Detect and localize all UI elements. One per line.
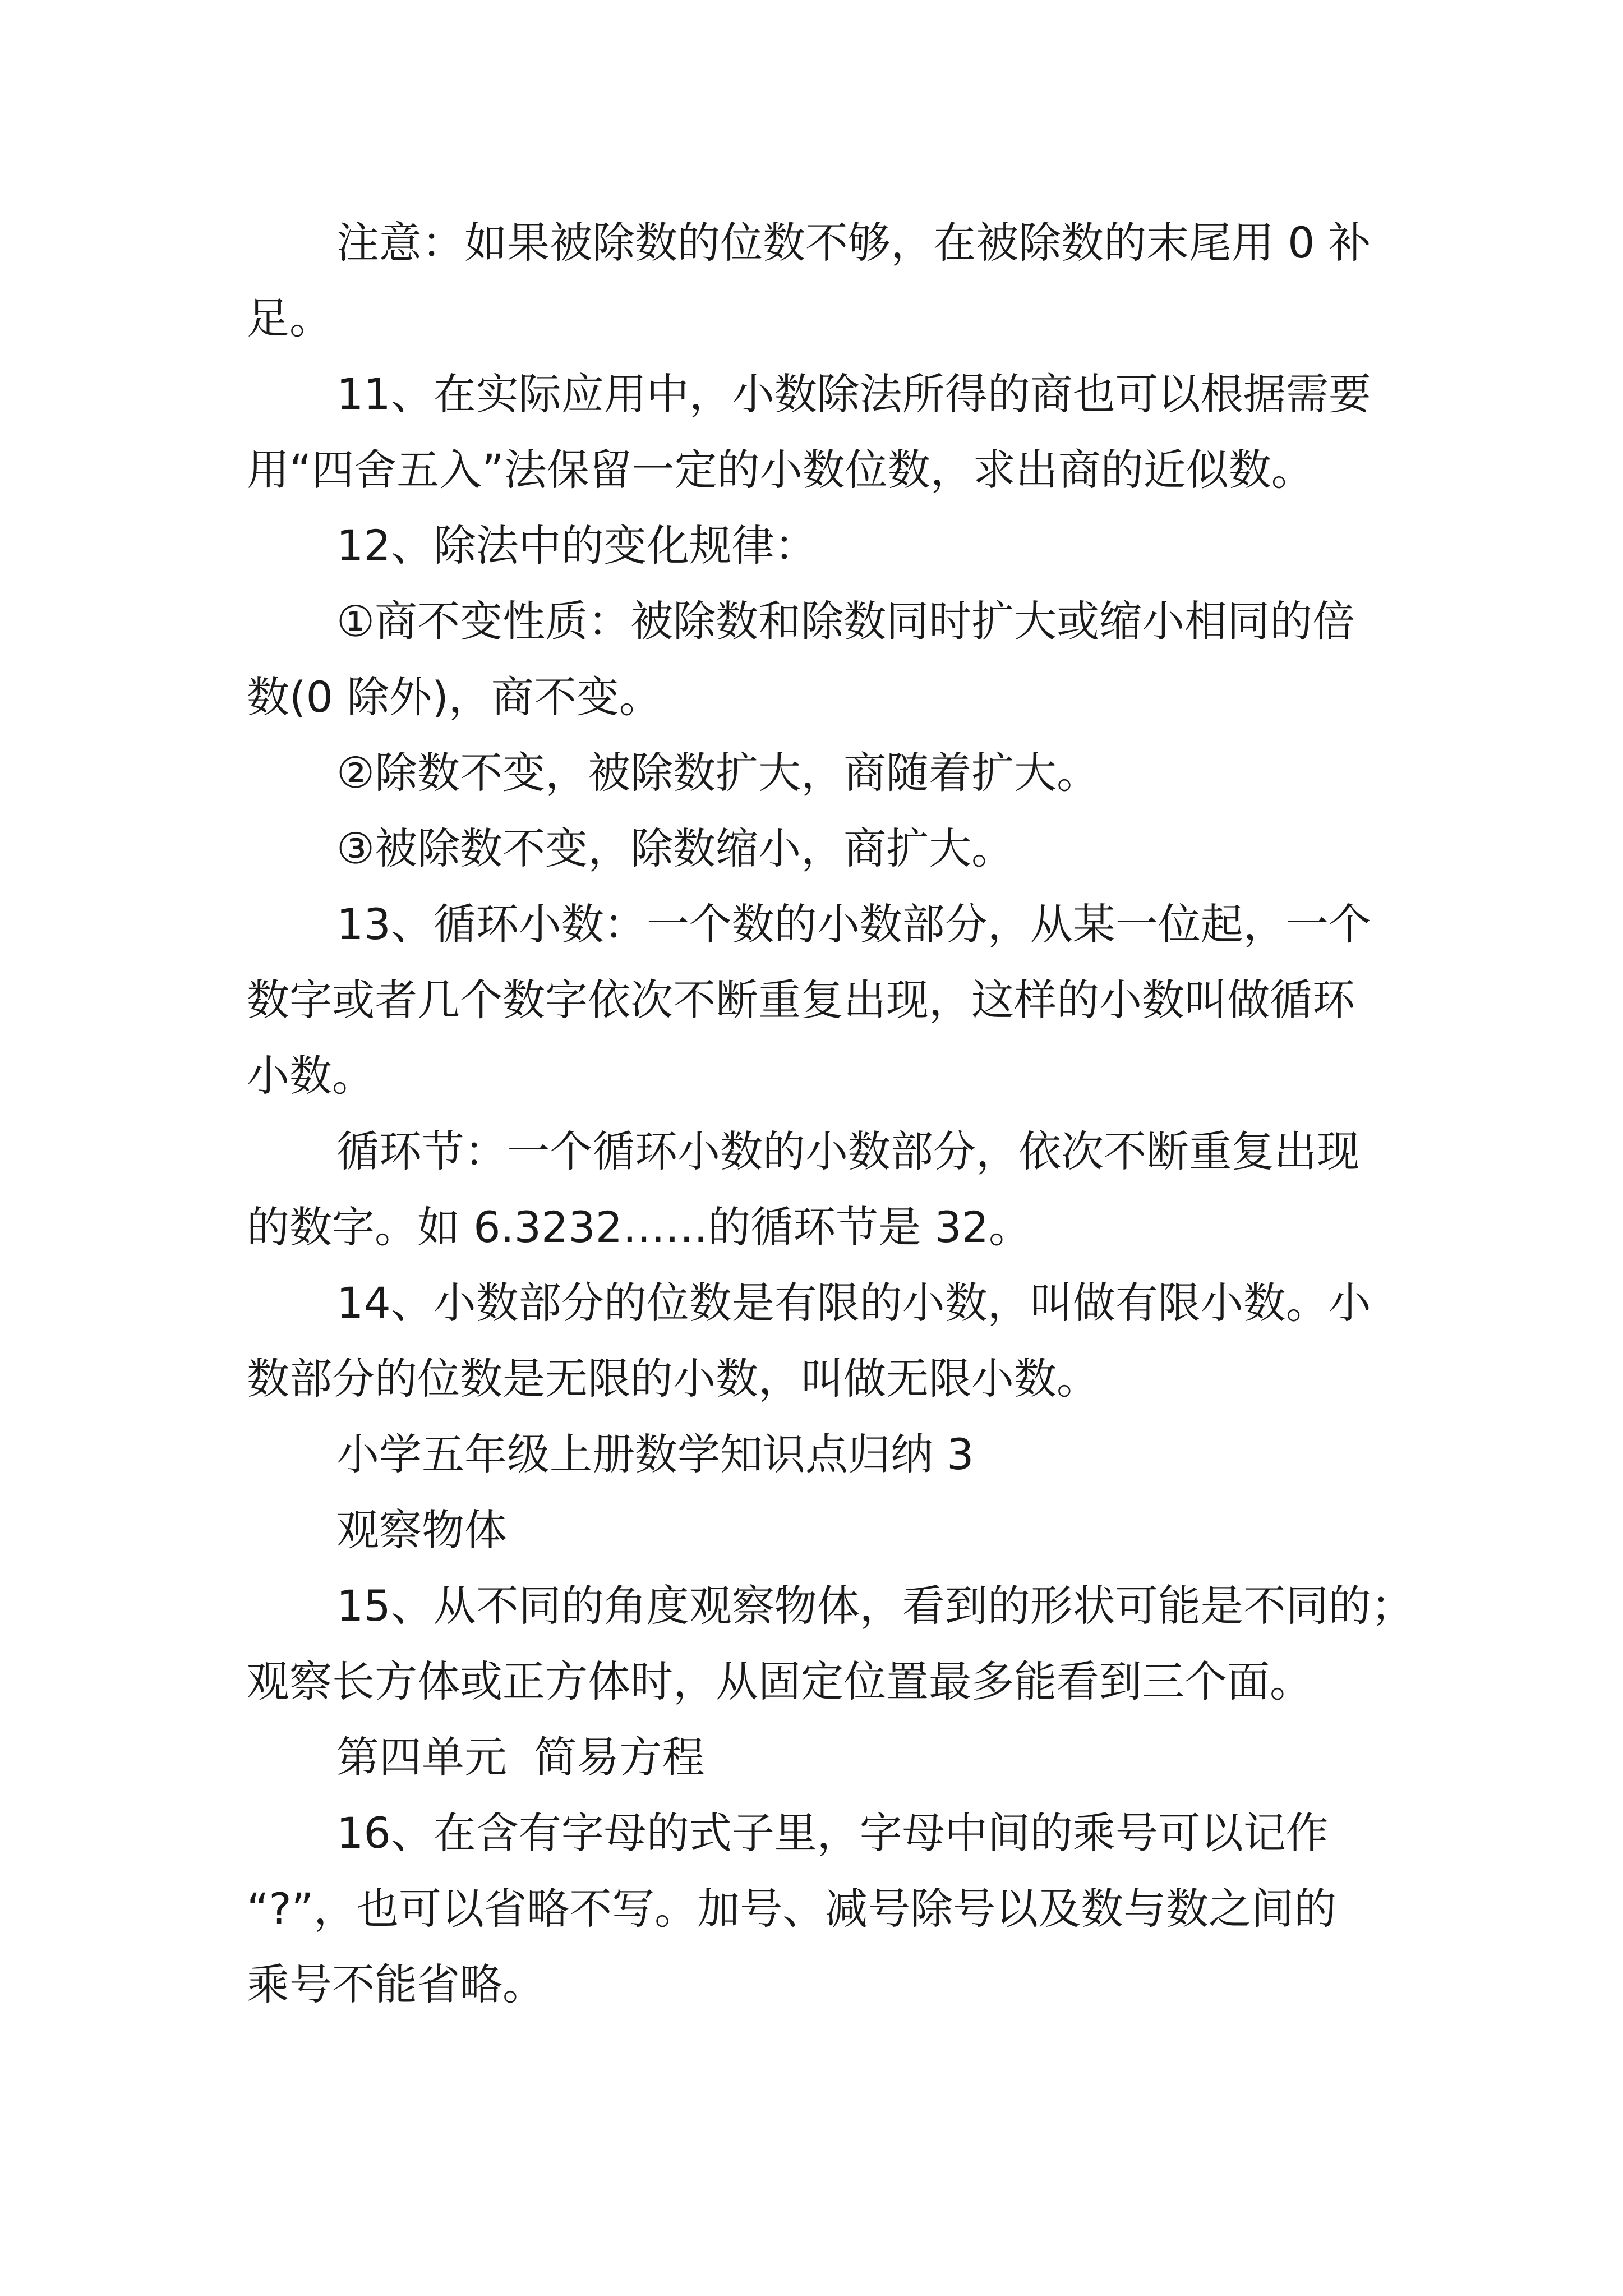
text-line: “?”，也可以省略不写。加号、减号除号以及数与数之间的 (247, 1884, 1337, 1934)
text-line: 14、小数部分的位数是有限的小数，叫做有限小数。小 (336, 1278, 1371, 1328)
text-line: 注意：如果被除数的位数不够，在被除数的末尾用 0 补 (336, 218, 1371, 268)
text-line: 12、除法中的变化规律： (336, 521, 817, 570)
text-line: 的数字。如 6.3232……的循环节是 32。 (247, 1202, 1031, 1252)
text-line: 用“四舍五入”法保留一定的小数位数，求出商的近似数。 (247, 445, 1314, 495)
text-line: 16、在含有字母的式子里，字母中间的乘号可以记作 (336, 1808, 1329, 1858)
text-line: 乘号不能省略。 (247, 1959, 545, 2009)
section-heading: 第四单元 简易方程 (336, 1732, 705, 1782)
text-line: ③被除数不变，除数缩小，商扩大。 (336, 823, 1015, 873)
text-line: 15、从不同的角度观察物体，看到的形状可能是不同的； (336, 1581, 1414, 1631)
text-line: ①商不变性质：被除数和除数同时扩大或缩小相同的倍 (336, 596, 1355, 646)
text-line: 数字或者几个数字依次不断重复出现，这样的小数叫做循环 (247, 975, 1355, 1025)
text-line: 足。 (247, 293, 332, 343)
text-line: 循环节：一个循环小数的小数部分，依次不断重复出现 (336, 1126, 1359, 1176)
section-heading: 观察物体 (336, 1505, 507, 1555)
text-line: 13、循环小数：一个数的小数部分，从某一位起，一个 (336, 899, 1371, 949)
section-heading: 小学五年级上册数学知识点归纳 3 (336, 1429, 974, 1479)
text-line: 11、在实际应用中，小数除法所得的商也可以根据需要 (336, 369, 1371, 419)
text-line: 观察长方体或正方体时，从固定位置最多能看到三个面。 (247, 1657, 1312, 1706)
text-line: ②除数不变，被除数扩大，商随着扩大。 (336, 748, 1100, 798)
text-line: 数(0 除外)，商不变。 (247, 672, 662, 722)
text-line: 数部分的位数是无限的小数，叫做无限小数。 (247, 1354, 1099, 1404)
text-line: 小数。 (247, 1051, 375, 1101)
